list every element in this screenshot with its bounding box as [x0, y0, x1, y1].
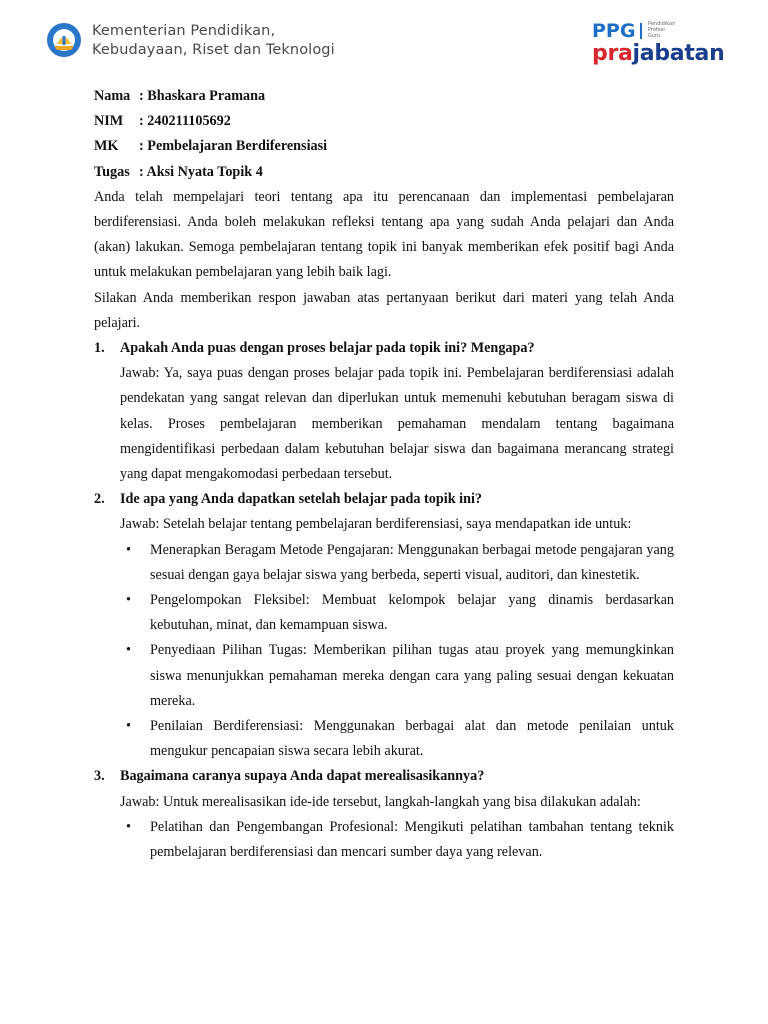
bullet-icon: •: [126, 642, 131, 659]
idea-list: [120, 538, 674, 765]
document-body: [94, 84, 674, 865]
ministry-name: [92, 22, 335, 60]
meta-row-mk: [94, 134, 674, 159]
tut-wuri-handayani-logo-icon: [44, 22, 84, 58]
question-1: [94, 336, 674, 487]
question-number: 2.: [94, 491, 105, 508]
ministry-line-1: Kementerian Pendidikan,: [92, 23, 276, 39]
question-number: 3.: [94, 768, 105, 785]
question-text: Bagaimana caranya supaya Anda dapat merealisasikannya?: [120, 768, 485, 785]
question-3: [94, 764, 674, 865]
step-list: [120, 815, 674, 865]
list-item-text: Penilaian Berdiferensiasi: Menggunakan berbagai alat dan metode penilaian untuk mengukur pencapaian siswa secara lebih akurat.: [150, 718, 674, 760]
answer-paragraph: Jawab: Setelah belajar tentang pembelajaran berdiferensiasi, saya mendapatkan ide untuk:: [120, 516, 632, 533]
question-heading: [94, 764, 674, 789]
answer-paragraph: Jawab: Ya, saya puas dengan proses belajar pada topik ini. Pembelajaran berdiferensiasi adalah pendekatan yang sangat relevan dan diperlukan untuk memenuhi kebutuhan beragam siswa di kelas. Proses pembelajaran memberikan pemahaman mendalam tentang bagaimana mengidentifikasi perbedaan dalam kebutuhan belajar siswa dan bagaimana merancang strategi yang dapat mengakomodasi perbedaan tersebut.: [120, 365, 674, 482]
meta-row-tugas: [94, 160, 674, 185]
meta-value: : 240211105692: [139, 113, 231, 130]
prajabatan-jabatan: jabatan: [632, 41, 725, 66]
question-heading: [94, 487, 674, 512]
ppg-divider: [640, 23, 642, 39]
meta-row-nama: [94, 84, 674, 109]
prajabatan-pra: pra: [592, 41, 633, 66]
meta-value: : Aksi Nyata Topik 4: [139, 163, 263, 180]
ppg-prajabatan-logo: [592, 20, 725, 72]
meta-row-nim: [94, 109, 674, 134]
prajabatan-wordmark: [592, 41, 724, 67]
meta-label: NIM: [94, 113, 124, 130]
question-2: [94, 487, 674, 764]
meta-value: : Bhaskara Pramana: [139, 88, 266, 104]
list-item: [120, 588, 674, 638]
meta-value: : Pembelajaran Berdiferensiasi: [139, 138, 328, 155]
list-item: [120, 815, 674, 865]
answer-paragraph: Jawab: Untuk merealisasikan ide-ide tersebut, langkah-langkah yang bisa dilakukan adalah:: [120, 793, 641, 810]
bullet-icon: •: [126, 592, 131, 608]
question-text: Apakah Anda puas dengan proses belajar pada topik ini? Mengapa?: [120, 339, 535, 356]
list-item: [120, 714, 674, 764]
ministry-line-2: Kebudayaan, Riset dan Teknologi: [92, 42, 335, 58]
list-item-text: Pelatihan dan Pengembangan Profesional: Mengikuti pelatihan tambahan tentang teknik pembelajaran berdiferensiasi dan mencari sumber daya yang relevan.: [150, 818, 674, 861]
list-item-text: Pengelompokan Fleksibel: Membuat kelompok belajar yang dinamis berdasarkan kebutuhan, minat, dan kemampuan siswa.: [150, 592, 674, 634]
page-header: [0, 0, 768, 80]
intro-paragraph-2: Silakan Anda memberikan respon jawaban atas pertanyaan berikut dari materi yang telah Anda pelajari.: [94, 289, 674, 331]
list-item-text: Penyediaan Pilihan Tugas: Memberikan pilihan tugas atau proyek yang memungkinkan siswa menunjukkan pemahaman mereka dengan cara yang paling sesuai dengan kekuatan mereka.: [150, 642, 674, 709]
intro-paragraph-1: Anda telah mempelajari teori tentang apa itu perencanaan dan implementasi pembelajaran berdiferensiasi. Anda boleh melakukan refleksi tentang apa yang sudah Anda pelajari dan Anda (akan) lakukan. Semoga pembelajaran tentang topik ini banyak memberikan efek positif bagi Anda untuk melakukan pembelajaran yang lebih baik lagi.: [94, 188, 674, 281]
meta-label: MK: [94, 138, 119, 155]
ppg-label: PPG: [592, 20, 636, 42]
meta-label: Tugas: [94, 163, 130, 180]
question-text: Ide apa yang Anda dapatkan setelah belajar pada topik ini?: [120, 491, 483, 508]
ppg-subtitle: Pendidikan Profesi Guru: [648, 21, 676, 39]
bullet-icon: •: [126, 718, 131, 735]
question-number: 1.: [94, 339, 105, 356]
question-heading: [94, 336, 674, 361]
list-item: [120, 538, 674, 588]
bullet-icon: •: [126, 541, 131, 558]
list-item: [120, 638, 674, 714]
meta-block: [94, 84, 674, 185]
bullet-icon: •: [126, 818, 131, 835]
list-item-text: Menerapkan Beragam Metode Pengajaran: Menggunakan berbagai metode pengajaran yang sesuai dengan gaya belajar siswa yang berbeda, seperti visual, auditori, dan kinestetik.: [150, 541, 674, 583]
meta-label: Nama: [94, 88, 131, 104]
